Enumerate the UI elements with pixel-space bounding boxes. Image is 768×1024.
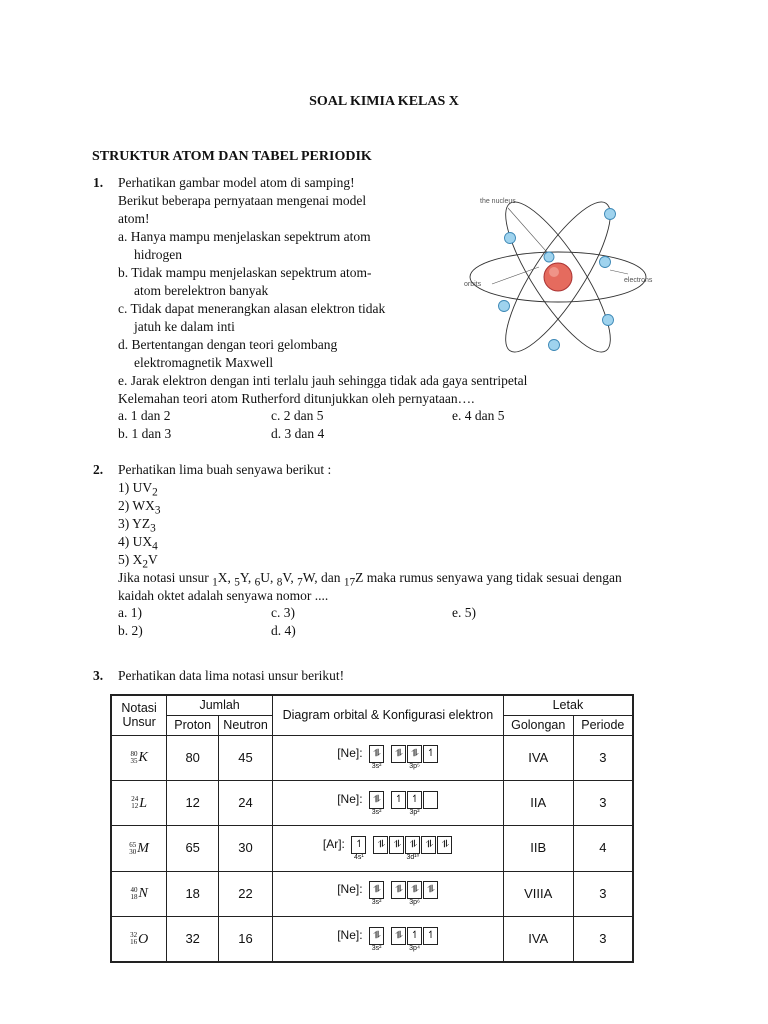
orbital-group-1: ↿ 4s¹ <box>351 836 367 862</box>
proton-count: 12 <box>167 780 219 825</box>
question-2-option-d: d. 4) <box>271 623 296 638</box>
golongan-value: IIA <box>503 780 573 825</box>
orbital-group-1: ⥮ 3s² <box>369 791 385 817</box>
orbital-box: ↿ <box>423 927 438 945</box>
header-diagram-orbital: Diagram orbital & Konfigurasi elektron <box>272 695 503 735</box>
orbital-box: ↿ <box>391 791 406 809</box>
electron-icon <box>549 340 560 351</box>
golongan-value: IVA <box>503 917 573 962</box>
electrons-label: electrons <box>624 277 653 284</box>
question-3-number: 3. <box>93 668 104 683</box>
question-1-statement-c: c. Tidak dapat menerangkan alasan elektron tidak <box>118 301 386 316</box>
question-2-option-a: a. 1) <box>118 605 142 620</box>
orbital-box: ↿ <box>407 791 422 809</box>
orbital-box: ⥮ <box>369 881 384 899</box>
orbital-box: ⥮ <box>423 881 438 899</box>
header-notasi-unsur: Notasi Unsur <box>111 695 167 735</box>
orbital-box: ⥮ <box>391 745 406 763</box>
element-notation: 24 12L <box>111 780 167 825</box>
orbital-box: ⥮ <box>369 745 384 763</box>
orbital-group-2: ⥮ ⥮ ⥮ 3p⁶ <box>391 881 439 907</box>
orbital-box: ⥮ <box>407 745 422 763</box>
question-1-number: 1. <box>93 175 104 190</box>
golongan-value: IVA <box>503 735 573 780</box>
golongan-value: IIB <box>503 826 573 871</box>
orbits-label: orbits <box>464 281 482 288</box>
nucleus-icon <box>544 263 572 291</box>
question-1-line: elektromagnetik Maxwell <box>134 355 274 370</box>
core-configuration: [Ne]: <box>337 927 363 942</box>
neutron-count: 22 <box>219 871 273 916</box>
table-row <box>111 735 633 780</box>
table-row <box>111 871 633 916</box>
compound-4: 4) $UX_4$ <box>118 534 158 553</box>
nucleus-label: the nucleus <box>480 198 516 205</box>
orbital-box: ⥮ <box>389 836 404 854</box>
orbital-box: ↿ <box>407 927 422 945</box>
orbital-group-2: ⥮ ↿ ↿ 3p⁴ <box>391 927 439 953</box>
question-1-statement-a: a. Hanya mampu menjelaskan sepektrum atom <box>118 229 371 244</box>
compound-2: 2) $WX_3$ <box>118 498 161 517</box>
proton-count: 18 <box>167 871 219 916</box>
golongan-value: VIIIA <box>503 871 573 916</box>
page-title: SOAL KIMIA KELAS X <box>309 94 459 109</box>
orbital-diagram <box>272 871 503 916</box>
question-1-prompt: Kelemahan teori atom Rutherford ditunjukkan oleh pernyataan…. <box>118 391 475 406</box>
orbital-box: ⥮ <box>391 881 406 899</box>
core-configuration: [Ar]: <box>322 836 345 851</box>
electron-icon <box>505 233 516 244</box>
question-2-stem: Jika notasi unsur $_1$X, $_5$Y, $_6$U, $_8$V, $_7$W, dan $_{17}$Z maka rumus senyawa yang tidak sesuai dengan <box>118 570 622 589</box>
neutron-count: 24 <box>219 780 273 825</box>
neutron-count: 45 <box>219 735 273 780</box>
orbital-box: ⥮ <box>369 791 384 809</box>
question-1-line: atom berelektron banyak <box>134 283 269 298</box>
periode-value: 3 <box>573 917 633 962</box>
question-1-line: hidrogen <box>134 247 182 262</box>
table-row <box>111 917 633 962</box>
element-notation: 32 16O <box>111 917 167 962</box>
orbital-group-2: ⥮ ⥮ ⥮ ⥮ ⥮ 3d¹⁰ <box>373 836 453 862</box>
element-notation: 80 35K <box>111 735 167 780</box>
question-2-stem-line-2: kaidah oktet adalah senyawa nomor .... <box>118 588 329 603</box>
question-1-line: atom! <box>118 211 150 226</box>
electron-icon <box>603 315 614 326</box>
orbital-group-1: ⥮ 3s² <box>369 927 385 953</box>
question-1-statement-b: b. Tidak mampu menjelaskan sepektrum atom- <box>118 265 372 280</box>
orbital-diagram <box>272 917 503 962</box>
orbital-diagram <box>272 735 503 780</box>
orbital-box: ⥮ <box>421 836 436 854</box>
orbital-box: ⥮ <box>405 836 420 854</box>
orbital-box: ⥮ <box>373 836 388 854</box>
element-data-table <box>110 694 634 963</box>
question-1-option-b: b. 1 dan 3 <box>118 426 172 441</box>
table-row <box>111 826 633 871</box>
compound-5: 5) $X_2V$ <box>118 552 158 571</box>
atom-model-illustration <box>450 175 660 360</box>
element-notation: 65 30M <box>111 826 167 871</box>
question-1-statement-d: d. Bertentangan dengan teori gelombang <box>118 337 338 352</box>
question-1-line: Perhatikan gambar model atom di samping! <box>118 175 355 190</box>
orbital-group-1: ⥮ 3s² <box>369 881 385 907</box>
question-2-option-b: b. 2) <box>118 623 143 638</box>
neutron-count: 16 <box>219 917 273 962</box>
question-3-intro: Perhatikan data lima notasi unsur berikut! <box>118 668 345 683</box>
orbital-group-2: ↿ ↿ 3p² <box>391 791 439 817</box>
question-1-line: jatuh ke dalam inti <box>134 319 235 334</box>
question-2-option-e: e. 5) <box>452 605 476 620</box>
core-configuration: [Ne]: <box>337 791 363 806</box>
header-proton: Proton <box>167 715 219 735</box>
compound-3: 3) $YZ_3$ <box>118 516 156 535</box>
proton-count: 65 <box>167 826 219 871</box>
periode-value: 3 <box>573 735 633 780</box>
header-letak: Letak <box>503 695 633 715</box>
electron-icon <box>605 209 616 220</box>
periode-value: 3 <box>573 871 633 916</box>
electron-icon <box>499 301 510 312</box>
header-periode: Periode <box>573 715 633 735</box>
periode-value: 3 <box>573 780 633 825</box>
question-1-line: Berikut beberapa pernyataan mengenai model <box>118 193 367 208</box>
compound-1: 1) $UV_2$ <box>118 480 158 499</box>
orbital-box: ↿ <box>423 745 438 763</box>
core-configuration: [Ne]: <box>337 746 363 761</box>
orbital-box: ⥮ <box>369 927 384 945</box>
header-jumlah: Jumlah <box>167 695 273 715</box>
question-1-option-d: d. 3 dan 4 <box>271 426 325 441</box>
electron-icon <box>600 257 611 268</box>
orbital-group-2: ⥮ ⥮ ↿ 3p⁵ <box>391 745 439 771</box>
question-1-statement-e: e. Jarak elektron dengan inti terlalu jauh sehingga tidak ada gaya sentripetal <box>118 373 528 388</box>
periode-value: 4 <box>573 826 633 871</box>
element-notation: 40 18N <box>111 871 167 916</box>
orbital-diagram <box>272 826 503 871</box>
neutron-count: 30 <box>219 826 273 871</box>
question-2-option-c: c. 3) <box>271 605 295 620</box>
question-1-option-e: e. 4 dan 5 <box>452 408 505 423</box>
question-1-option-c: c. 2 dan 5 <box>271 408 324 423</box>
electron-icon <box>544 252 554 262</box>
header-golongan: Golongan <box>503 715 573 735</box>
orbital-box: ⥮ <box>407 881 422 899</box>
orbital-box: ⥮ <box>437 836 452 854</box>
core-configuration: [Ne]: <box>337 882 363 897</box>
orbital-box <box>423 791 438 809</box>
question-2-number: 2. <box>93 462 104 477</box>
orbital-box: ↿ <box>351 836 366 854</box>
orbital-group-1: ⥮ 3s² <box>369 745 385 771</box>
table-row <box>111 780 633 825</box>
section-title: STRUKTUR ATOM DAN TABEL PERIODIK <box>92 149 372 164</box>
proton-count: 80 <box>167 735 219 780</box>
question-1-option-a: a. 1 dan 2 <box>118 408 171 423</box>
header-neutron: Neutron <box>219 715 273 735</box>
orbital-diagram <box>272 780 503 825</box>
proton-count: 32 <box>167 917 219 962</box>
orbital-box: ⥮ <box>391 927 406 945</box>
question-2-intro: Perhatikan lima buah senyawa berikut : <box>118 462 332 477</box>
